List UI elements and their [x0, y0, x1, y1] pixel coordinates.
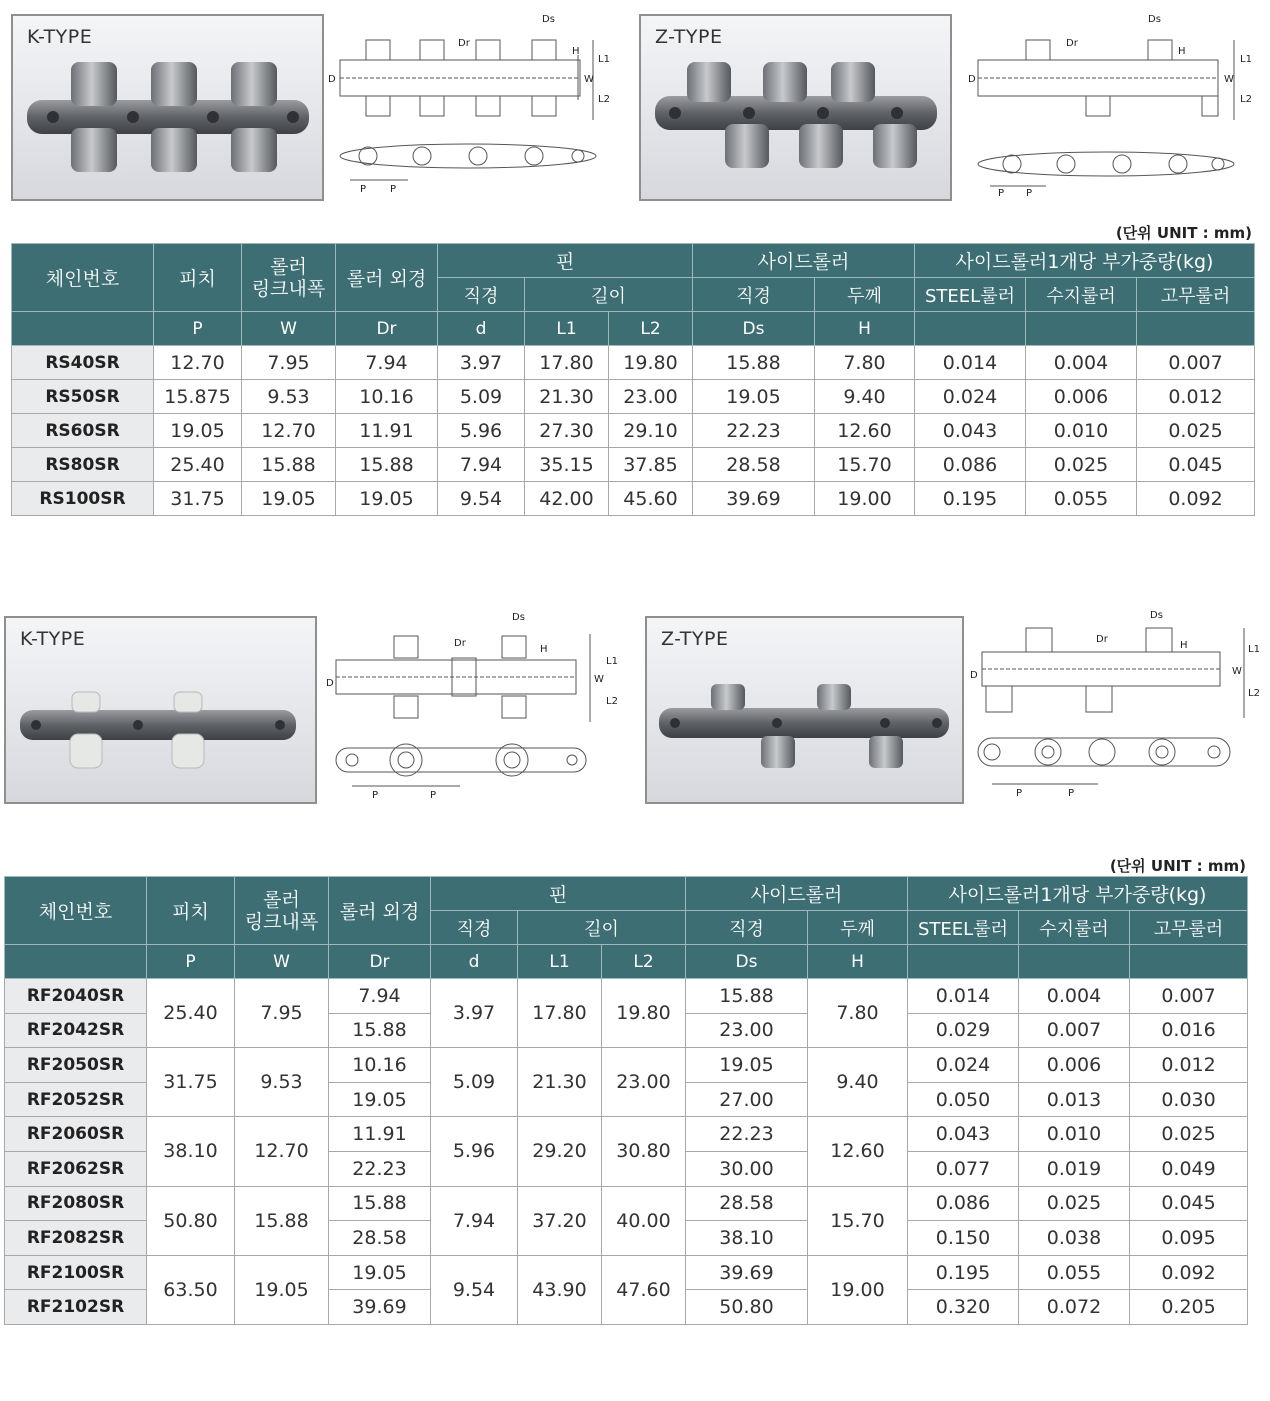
model-cell: RF2102SR — [5, 1290, 147, 1325]
w-label: W — [1224, 74, 1234, 85]
z-type-photo-panel-2 — [645, 616, 964, 804]
cell-d: 3.97 — [431, 979, 518, 1048]
cell-steel: 0.077 — [908, 1151, 1019, 1186]
symbol-blank — [12, 312, 154, 346]
header-pin-diameter: 직경 — [431, 911, 518, 945]
cell-ds: 50.80 — [686, 1290, 808, 1325]
header-roller-link-inner-width: 롤러 링크내폭 — [235, 877, 329, 945]
cell-h: 15.70 — [808, 1186, 908, 1255]
cell-rubber: 0.095 — [1130, 1221, 1248, 1256]
cell-l2: 40.00 — [602, 1186, 686, 1255]
h-label: H — [572, 46, 580, 57]
header-side-roller: 사이드롤러 — [686, 877, 908, 911]
cell-resin: 0.019 — [1019, 1151, 1130, 1186]
model-cell: RS40SR — [12, 346, 154, 380]
cell-d: 5.96 — [431, 1117, 518, 1186]
header-pitch: 피치 — [154, 244, 242, 312]
k-type-dimension-drawing-2 — [322, 608, 622, 800]
table-row — [12, 448, 1255, 482]
header-pin: 핀 — [431, 877, 686, 911]
cell-h: 9.40 — [815, 380, 915, 414]
header-chain-no: 체인번호 — [12, 244, 154, 312]
p-label: P — [390, 184, 397, 195]
cell-w: 19.05 — [235, 1255, 329, 1324]
cell-resin: 0.025 — [1019, 1186, 1130, 1221]
cell-ds: 39.69 — [686, 1255, 808, 1290]
cell-ds: 28.58 — [686, 1186, 808, 1221]
cell-w: 9.53 — [235, 1048, 329, 1117]
z-type-dimension-drawing-1 — [966, 10, 1260, 200]
p-label: P — [1068, 788, 1075, 799]
symbol-ds: Ds — [686, 945, 808, 979]
cell-ds: 22.23 — [693, 414, 815, 448]
cell-p: 15.875 — [154, 380, 242, 414]
cell-dr: 10.16 — [336, 380, 438, 414]
cell-l1: 21.30 — [518, 1048, 602, 1117]
cell-rubber: 0.025 — [1137, 414, 1255, 448]
header-steel-roller: STEEL룰러 — [915, 278, 1026, 312]
cell-l1: 37.20 — [518, 1186, 602, 1255]
cell-w: 7.95 — [242, 346, 336, 380]
header-resin-roller: 수지룰러 — [1026, 278, 1137, 312]
cell-l2: 23.00 — [602, 1048, 686, 1117]
l1-label: L1 — [1248, 644, 1260, 655]
p-label: P — [430, 790, 437, 800]
header-rubber-roller: 고무룰러 — [1130, 911, 1248, 945]
cell-rubber: 0.045 — [1130, 1186, 1248, 1221]
cell-w: 12.70 — [235, 1117, 329, 1186]
z-type-label-2: Z-TYPE — [661, 628, 729, 650]
table-row — [5, 1048, 1248, 1083]
cell-p: 38.10 — [147, 1117, 235, 1186]
cell-dr: 7.94 — [336, 346, 438, 380]
cell-dr: 15.88 — [336, 448, 438, 482]
table-row — [5, 1117, 1248, 1152]
w-label: W — [584, 74, 594, 85]
k-type-label-2: K-TYPE — [20, 628, 86, 650]
model-cell: RF2040SR — [5, 979, 147, 1014]
cell-h: 19.00 — [808, 1255, 908, 1324]
l1-label: L1 — [1240, 54, 1252, 65]
header-added-weight: 사이드롤러1개당 부가중량(kg) — [915, 244, 1255, 278]
cell-ds: 19.05 — [686, 1048, 808, 1083]
model-cell: RS50SR — [12, 380, 154, 414]
cell-resin: 0.072 — [1019, 1290, 1130, 1325]
cell-l1: 42.00 — [525, 482, 609, 516]
model-cell: RS60SR — [12, 414, 154, 448]
p-label: P — [1026, 188, 1033, 199]
ds-label: Ds — [512, 612, 525, 623]
k-type-label-1: K-TYPE — [27, 26, 93, 48]
cell-dr: 7.94 — [329, 979, 431, 1014]
table-row — [12, 380, 1255, 414]
symbol-blank — [5, 945, 147, 979]
symbol-blank — [1137, 312, 1255, 346]
cell-rubber: 0.030 — [1130, 1082, 1248, 1117]
cell-p: 19.05 — [154, 414, 242, 448]
symbol-blank — [1130, 945, 1248, 979]
cell-w: 15.88 — [242, 448, 336, 482]
cell-dr: 19.05 — [336, 482, 438, 516]
cell-h: 12.60 — [815, 414, 915, 448]
cell-l2: 29.10 — [609, 414, 693, 448]
cell-w: 19.05 — [242, 482, 336, 516]
h-label: H — [1180, 640, 1188, 651]
cell-l2: 30.80 — [602, 1117, 686, 1186]
header-chain-no: 체인번호 — [5, 877, 147, 945]
cell-resin: 0.010 — [1026, 414, 1137, 448]
header-rubber-roller: 고무룰러 — [1137, 278, 1255, 312]
symbol-w: W — [242, 312, 336, 346]
d-label: D — [328, 74, 336, 85]
symbol-p: P — [154, 312, 242, 346]
cell-ds: 27.00 — [686, 1082, 808, 1117]
symbol-p: P — [147, 945, 235, 979]
cell-w: 9.53 — [242, 380, 336, 414]
cell-dr: 10.16 — [329, 1048, 431, 1083]
cell-rubber: 0.012 — [1130, 1048, 1248, 1083]
header-roller-link-inner-width: 롤러 링크내폭 — [242, 244, 336, 312]
cell-dr: 15.88 — [329, 1186, 431, 1221]
cell-steel: 0.029 — [908, 1013, 1019, 1048]
cell-h: 9.40 — [808, 1048, 908, 1117]
cell-dr: 15.88 — [329, 1013, 431, 1048]
cell-steel: 0.014 — [908, 979, 1019, 1014]
header-side-diameter: 직경 — [686, 911, 808, 945]
cell-w: 12.70 — [242, 414, 336, 448]
cell-steel: 0.024 — [908, 1048, 1019, 1083]
dr-label: Dr — [454, 638, 466, 649]
symbol-blank — [915, 312, 1026, 346]
cell-l1: 43.90 — [518, 1255, 602, 1324]
cell-w: 7.95 — [235, 979, 329, 1048]
model-cell: RF2062SR — [5, 1151, 147, 1186]
cell-h: 7.80 — [815, 346, 915, 380]
cell-steel: 0.086 — [908, 1186, 1019, 1221]
table-row — [12, 346, 1255, 380]
cell-ds: 39.69 — [693, 482, 815, 516]
symbol-w: W — [235, 945, 329, 979]
header-steel-roller: STEEL룰러 — [908, 911, 1019, 945]
header-pin-length: 길이 — [518, 911, 686, 945]
table-row — [5, 1186, 1248, 1221]
table-row — [5, 1255, 1248, 1290]
cell-rubber: 0.012 — [1137, 380, 1255, 414]
cell-l2: 23.00 — [609, 380, 693, 414]
cell-rubber: 0.049 — [1130, 1151, 1248, 1186]
cell-ds: 15.88 — [686, 979, 808, 1014]
unit-note-2: (단위 UNIT : mm) — [1109, 857, 1246, 875]
cell-l2: 45.60 — [609, 482, 693, 516]
p-label: P — [360, 184, 367, 195]
dr-label: Dr — [458, 38, 470, 49]
cell-l1: 35.15 — [525, 448, 609, 482]
h-label: H — [1178, 46, 1186, 57]
symbol-blank — [908, 945, 1019, 979]
symbol-blank — [1026, 312, 1137, 346]
cell-d: 7.94 — [431, 1186, 518, 1255]
model-cell: RF2080SR — [5, 1186, 147, 1221]
cell-dr: 28.58 — [329, 1221, 431, 1256]
symbol-l2: L2 — [602, 945, 686, 979]
cell-dr: 39.69 — [329, 1290, 431, 1325]
d-label: D — [970, 670, 978, 681]
d-label: D — [326, 678, 334, 689]
dr-label: Dr — [1096, 634, 1108, 645]
cell-ds: 19.05 — [693, 380, 815, 414]
cell-l2: 19.80 — [602, 979, 686, 1048]
ds-label: Ds — [1148, 14, 1161, 25]
h-label: H — [540, 644, 548, 655]
symbol-blank — [1019, 945, 1130, 979]
header-resin-roller: 수지룰러 — [1019, 911, 1130, 945]
z-type-photo-panel-1 — [639, 14, 952, 201]
symbol-l1: L1 — [525, 312, 609, 346]
z-type-label-1: Z-TYPE — [655, 26, 723, 48]
symbol-dr: Dr — [329, 945, 431, 979]
p-label: P — [1016, 788, 1023, 799]
header-roller-outer-diameter: 롤러 외경 — [329, 877, 431, 945]
cell-ds: 28.58 — [693, 448, 815, 482]
ds-label: Ds — [1150, 610, 1163, 621]
model-cell: RF2060SR — [5, 1117, 147, 1152]
cell-l1: 17.80 — [518, 979, 602, 1048]
symbol-h: H — [808, 945, 908, 979]
header-added-weight: 사이드롤러1개당 부가중량(kg) — [908, 877, 1248, 911]
symbol-h: H — [815, 312, 915, 346]
header-side-diameter: 직경 — [693, 278, 815, 312]
cell-steel: 0.014 — [915, 346, 1026, 380]
cell-l1: 27.30 — [525, 414, 609, 448]
cell-d: 5.09 — [431, 1048, 518, 1117]
cell-resin: 0.007 — [1019, 1013, 1130, 1048]
cell-steel: 0.024 — [915, 380, 1026, 414]
cell-resin: 0.025 — [1026, 448, 1137, 482]
l2-label: L2 — [1240, 94, 1252, 105]
cell-l1: 21.30 — [525, 380, 609, 414]
cell-h: 7.80 — [808, 979, 908, 1048]
cell-dr: 11.91 — [336, 414, 438, 448]
symbol-ds: Ds — [693, 312, 815, 346]
cell-l1: 29.20 — [518, 1117, 602, 1186]
cell-p: 25.40 — [154, 448, 242, 482]
l1-label: L1 — [598, 54, 610, 65]
cell-rubber: 0.205 — [1130, 1290, 1248, 1325]
cell-p: 12.70 — [154, 346, 242, 380]
cell-resin: 0.004 — [1019, 979, 1130, 1014]
header-side-roller: 사이드롤러 — [693, 244, 915, 278]
cell-ds: 15.88 — [693, 346, 815, 380]
symbol-d: d — [438, 312, 525, 346]
cell-ds: 23.00 — [686, 1013, 808, 1048]
cell-rubber: 0.045 — [1137, 448, 1255, 482]
cell-steel: 0.150 — [908, 1221, 1019, 1256]
cell-resin: 0.006 — [1026, 380, 1137, 414]
cell-resin: 0.004 — [1026, 346, 1137, 380]
w-label: W — [1232, 666, 1242, 677]
unit-note-1: (단위 UNIT : mm) — [1115, 224, 1252, 242]
cell-rubber: 0.092 — [1137, 482, 1255, 516]
cell-steel: 0.050 — [908, 1082, 1019, 1117]
spec-table-rs — [11, 243, 1255, 516]
symbol-dr: Dr — [336, 312, 438, 346]
cell-resin: 0.013 — [1019, 1082, 1130, 1117]
p-label: P — [372, 790, 379, 800]
l2-label: L2 — [1248, 688, 1260, 699]
cell-ds: 38.10 — [686, 1221, 808, 1256]
cell-steel: 0.320 — [908, 1290, 1019, 1325]
cell-l2: 47.60 — [602, 1255, 686, 1324]
cell-l1: 17.80 — [525, 346, 609, 380]
header-pin-length: 길이 — [525, 278, 693, 312]
cell-resin: 0.010 — [1019, 1117, 1130, 1152]
cell-h: 19.00 — [815, 482, 915, 516]
header-thickness: 두께 — [808, 911, 908, 945]
cell-ds: 30.00 — [686, 1151, 808, 1186]
cell-d: 3.97 — [438, 346, 525, 380]
dr-label: Dr — [1066, 38, 1078, 49]
z-type-dimension-drawing-2 — [968, 608, 1262, 800]
k-type-photo-panel-1 — [11, 14, 324, 201]
header-pin-diameter: 직경 — [438, 278, 525, 312]
cell-rubber: 0.016 — [1130, 1013, 1248, 1048]
cell-steel: 0.195 — [915, 482, 1026, 516]
model-cell: RF2042SR — [5, 1013, 147, 1048]
cell-d: 5.96 — [438, 414, 525, 448]
model-cell: RS100SR — [12, 482, 154, 516]
cell-p: 25.40 — [147, 979, 235, 1048]
cell-resin: 0.006 — [1019, 1048, 1130, 1083]
cell-w: 15.88 — [235, 1186, 329, 1255]
cell-steel: 0.043 — [908, 1117, 1019, 1152]
table-row — [5, 979, 1248, 1014]
cell-resin: 0.038 — [1019, 1221, 1130, 1256]
cell-resin: 0.055 — [1019, 1255, 1130, 1290]
cell-rubber: 0.025 — [1130, 1117, 1248, 1152]
k-type-dimension-drawing-1 — [328, 10, 618, 200]
model-cell: RS80SR — [12, 448, 154, 482]
cell-d: 5.09 — [438, 380, 525, 414]
l2-label: L2 — [598, 94, 610, 105]
header-roller-outer-diameter: 롤러 외경 — [336, 244, 438, 312]
p-label: P — [998, 188, 1005, 199]
cell-steel: 0.086 — [915, 448, 1026, 482]
cell-l2: 37.85 — [609, 448, 693, 482]
cell-d: 9.54 — [438, 482, 525, 516]
model-cell: RF2100SR — [5, 1255, 147, 1290]
spec-table-rf — [4, 876, 1248, 1325]
symbol-l1: L1 — [518, 945, 602, 979]
cell-dr: 19.05 — [329, 1255, 431, 1290]
cell-rubber: 0.092 — [1130, 1255, 1248, 1290]
cell-p: 31.75 — [154, 482, 242, 516]
w-label: W — [594, 674, 604, 685]
cell-p: 50.80 — [147, 1186, 235, 1255]
cell-p: 31.75 — [147, 1048, 235, 1117]
symbol-l2: L2 — [609, 312, 693, 346]
cell-p: 63.50 — [147, 1255, 235, 1324]
header-pitch: 피치 — [147, 877, 235, 945]
cell-rubber: 0.007 — [1137, 346, 1255, 380]
l1-label: L1 — [606, 656, 618, 667]
header-pin: 핀 — [438, 244, 693, 278]
l2-label: L2 — [606, 696, 618, 707]
cell-h: 15.70 — [815, 448, 915, 482]
cell-d: 9.54 — [431, 1255, 518, 1324]
cell-dr: 19.05 — [329, 1082, 431, 1117]
cell-steel: 0.195 — [908, 1255, 1019, 1290]
cell-h: 12.60 — [808, 1117, 908, 1186]
model-cell: RF2050SR — [5, 1048, 147, 1083]
table-row — [12, 482, 1255, 516]
cell-rubber: 0.007 — [1130, 979, 1248, 1014]
cell-l2: 19.80 — [609, 346, 693, 380]
symbol-d: d — [431, 945, 518, 979]
ds-label: Ds — [542, 14, 555, 25]
cell-dr: 22.23 — [329, 1151, 431, 1186]
cell-resin: 0.055 — [1026, 482, 1137, 516]
cell-ds: 22.23 — [686, 1117, 808, 1152]
model-cell: RF2052SR — [5, 1082, 147, 1117]
cell-steel: 0.043 — [915, 414, 1026, 448]
cell-d: 7.94 — [438, 448, 525, 482]
table-row — [12, 414, 1255, 448]
header-thickness: 두께 — [815, 278, 915, 312]
model-cell: RF2082SR — [5, 1221, 147, 1256]
k-type-photo-panel-2 — [4, 616, 317, 804]
d-label: D — [968, 74, 976, 85]
cell-dr: 11.91 — [329, 1117, 431, 1152]
